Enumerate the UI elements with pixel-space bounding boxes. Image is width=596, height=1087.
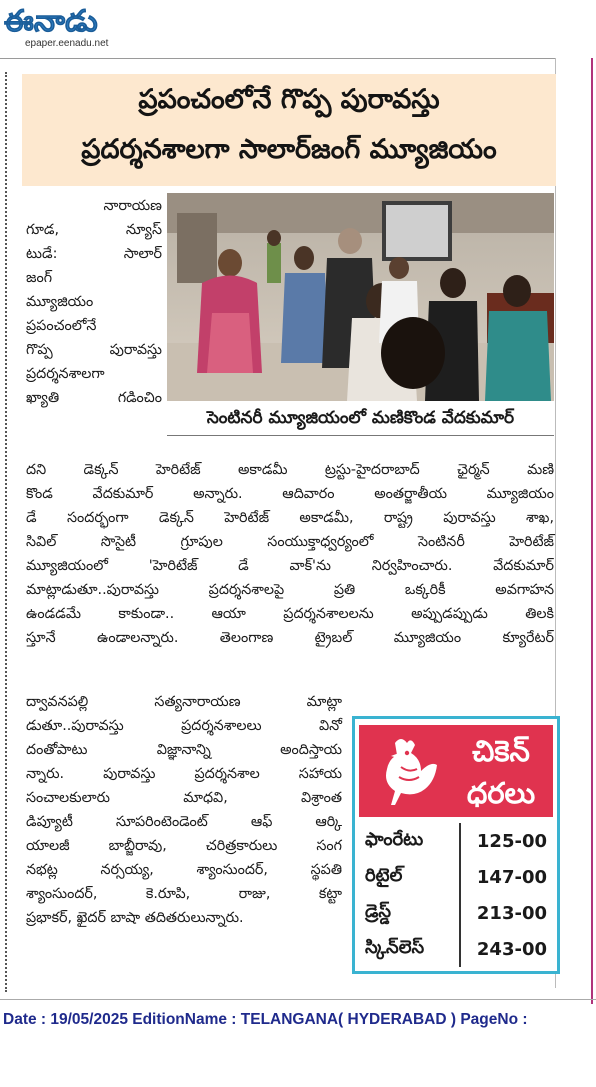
article-line: డే సందర్భంగా డెక్కన్ హెరిటేజ్ అకాడమీ, రాష్ట్ర పురావస్తు శాఖ, [26,510,554,526]
article-line: ప్రదర్శనశాలగా [26,366,105,382]
chicken-title-2: ధరలు [466,776,536,810]
epaper-url: epaper.eenadu.net [25,38,109,49]
chicken-price-table [359,823,553,967]
article-line: జంగ్ [26,270,53,286]
article-line: మ్యూజియం [26,294,94,310]
price-row [359,895,553,931]
article-line: ఉండడమే కాకుండా.. ఆయా ప్రదర్శనశాలలను అప్పుడప్పుడు తిలకి [26,606,554,622]
headline-box [22,74,556,186]
article-line: ఖ్యాతి గడించిం [26,390,162,406]
edition-footer: Date : 19/05/2025 EditionName : TELANGANA( HYDERABAD ) PageNo : [3,1011,528,1028]
article-line: మ్యూజియంలో 'హెరిటేజ్ డే వాక్'ను నిర్వహించారు. వేదకుమార్ [26,558,554,574]
caption-rule [167,435,554,436]
price-row [359,931,553,967]
price-label: ఫాంరేటు [365,828,424,850]
article-line: సంచాలకులారు మాధవి, విశ్రాంత [26,790,342,806]
article-line: డుతూ..పురావస్తు ప్రదర్శనశాలలు వినో [26,718,342,734]
price-label: స్కిన్‌లెస్ [365,936,425,958]
article-line: టుడే: సాలార్ [26,246,162,262]
article-line: ద్వావనపల్లి సత్యనారాయణ మాట్లా [26,694,342,710]
article-line: యాలజీ బాబ్జీరావు, చరిత్రకారులు సంగ [26,838,342,854]
article-line: నభట్ల నర్సయ్య, శ్యాంసుందర్, స్థపతి [26,862,342,878]
chicken-title-1: చికెన్ [472,734,530,768]
headline-line-2: ప్రదర్శనశాలగా సాలార్‌జంగ్ మ్యూజియం [81,134,497,165]
price-value: 125-00 [460,823,553,859]
article-line: మాట్లాడుతూ..పురావస్తు ప్రదర్శనశాలపై ప్రతి ఒక్కరికీ అవగాహన [26,582,554,598]
price-row [359,823,553,859]
top-rule [0,58,555,59]
article-line: శ్యాంసుందర్, కె.రూపి, రాజు, కట్టా [26,886,342,902]
article-line: స్తూనే ఉండాలన్నారు. తెలంగాణ ట్రైబల్ మ్యూజియం క్యూరేటర్ [26,630,554,646]
price-value: 213-00 [460,895,553,931]
article-line: డిప్యూటీ సూపరింటెండెంట్ ఆఫ్ ఆర్కి [26,814,342,830]
chicken-price-header [359,725,553,817]
museum-photo [167,193,554,401]
article-line: కొండ వేదకుమార్ అన్నారు. ఆదివారం అంతర్జాతీయ మ్యూజియం [26,486,554,502]
page-edge-rule [591,58,593,1004]
article-line: న్నారు. పురావస్తు ప్రదర్శనశాల సహాయ [26,766,342,782]
bottom-rule [0,999,596,1000]
price-value: 243-00 [460,931,553,967]
price-label: డ్రెస్డ్ [365,900,391,922]
article-line: గూడ, న్యూస్ [26,222,162,238]
article-line: సివిల్ సొసైటీ గ్రూపుల సంయుక్తాధ్వర్యంలో సెంటినరీ హెరిటేజ్ [26,534,554,550]
price-label: రిటైల్ [365,864,403,886]
photo-caption: సెంటినరీ మ్యూజియంలో మణికొండ వేదకుమార్ [206,408,515,428]
article-line: ప్రపంచంలోనే [26,318,97,334]
rooster-icon [365,731,445,811]
article-line: నారాయణ [103,198,162,214]
article-line: దని డెక్కన్ హెరిటేజ్ అకాడమీ ట్రస్టు-హైదరాబాద్ ఛైర్మన్ మణి [26,462,554,478]
article-line: ప్రభాకర్, ఖైదర్ బాషా తదితరులున్నారు. [26,910,244,926]
price-value: 147-00 [460,859,553,895]
left-dotted-border [5,72,7,992]
article-line: దంతోపాటు విజ్ఞానాన్ని అందిస్తాయ [26,742,342,758]
price-row [359,859,553,895]
article-line: గొప్ప పురావస్తు [26,342,162,358]
logo-text: ఈనాడు [4,4,98,38]
headline-line-1: ప్రపంచంలోనే గొప్ప పురావస్తు [138,84,440,115]
chicken-price-box [352,716,560,974]
eenadu-logo [2,2,134,38]
